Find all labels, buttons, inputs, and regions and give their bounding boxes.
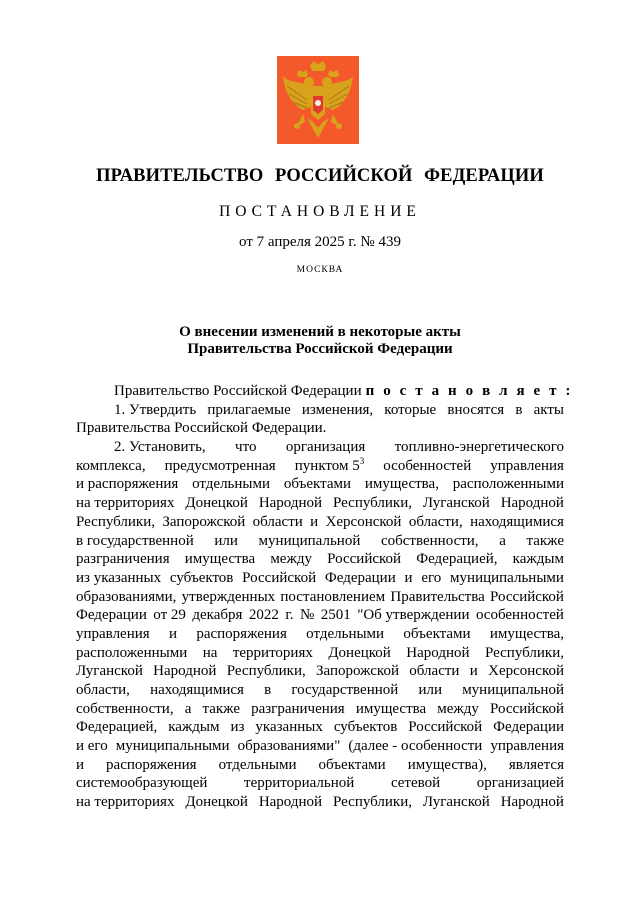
body-word: предусмотренная bbox=[164, 457, 276, 474]
body-word: Российской bbox=[327, 551, 402, 568]
body-word: Российской bbox=[408, 719, 483, 736]
body-word: имущества bbox=[355, 700, 427, 717]
body-word: Российской bbox=[490, 588, 564, 605]
body-line bbox=[76, 606, 564, 625]
body-word: и его bbox=[76, 738, 108, 755]
body-word: отдельными bbox=[306, 625, 385, 642]
body-line bbox=[76, 700, 564, 719]
body-word: и bbox=[469, 663, 478, 680]
body-word: и bbox=[168, 625, 178, 642]
body-word: (далее - особенности bbox=[348, 738, 483, 755]
body-word: находящимися bbox=[470, 513, 564, 530]
body-line bbox=[76, 457, 564, 476]
resolves-keyword: п о с т а н о в л я е т : bbox=[365, 383, 574, 399]
body-word: от 29 bbox=[153, 607, 186, 624]
body-word: также bbox=[202, 700, 240, 717]
body-word: Луганской bbox=[422, 794, 490, 811]
body-word: субъектов bbox=[169, 569, 234, 586]
body-word: сетевой bbox=[390, 775, 441, 792]
body-word: а bbox=[499, 532, 506, 549]
body-word: Народной bbox=[153, 663, 217, 680]
body-word: организация bbox=[285, 439, 366, 456]
body-word: Российской bbox=[242, 569, 317, 586]
body-word: Донецкой bbox=[328, 644, 391, 661]
body-line bbox=[76, 438, 564, 457]
body-word: Правительство Российской Федерации bbox=[114, 383, 362, 399]
document-date-number: от 7 апреля 2025 г. № 439 bbox=[239, 234, 401, 250]
body-word: и bbox=[76, 756, 85, 773]
body-word: комплекса, bbox=[76, 457, 146, 474]
body-line bbox=[76, 718, 564, 737]
body-word: 2022 bbox=[248, 607, 279, 624]
body-word: Правительства bbox=[390, 588, 485, 605]
body-word: Луганской bbox=[76, 663, 143, 680]
body-word: и bbox=[404, 569, 413, 586]
body-word: муниципальной bbox=[462, 682, 564, 698]
body-word: 2. Установить, bbox=[114, 439, 206, 456]
body-word: № bbox=[299, 607, 315, 624]
body-word: Федерацией, bbox=[416, 551, 498, 568]
body-word: Федерации bbox=[324, 569, 396, 586]
body-line bbox=[76, 382, 574, 401]
body-word: отдельными bbox=[218, 756, 297, 773]
body-word: 1. Утвердить bbox=[114, 401, 197, 418]
body-word: Правительства Российской Федерации. bbox=[76, 420, 327, 437]
body-word: государственной bbox=[291, 682, 399, 698]
body-word: Запорожской bbox=[316, 663, 399, 680]
body-word: или bbox=[418, 682, 443, 698]
body-line bbox=[76, 550, 564, 569]
body-word: муниципальными bbox=[450, 569, 564, 586]
body-word: а bbox=[184, 700, 192, 717]
body-word: на территориях bbox=[76, 495, 175, 512]
body-word: декабря bbox=[192, 607, 243, 624]
body-word: вносятся bbox=[447, 401, 505, 418]
body-word: Федерацией, bbox=[76, 719, 158, 736]
body-word: на территориях bbox=[76, 794, 175, 811]
body-word: распоряжения bbox=[106, 756, 197, 773]
body-word: прилагаемые bbox=[207, 401, 291, 418]
body-line bbox=[76, 513, 564, 532]
body-word: Херсонской bbox=[488, 663, 564, 680]
body-word: между bbox=[437, 700, 479, 717]
body-word: субъектов bbox=[333, 719, 398, 736]
body-line bbox=[76, 644, 564, 663]
body-word: топливно-энергетического bbox=[394, 439, 564, 456]
body-word: Народной bbox=[406, 644, 470, 661]
body-word: Республики, bbox=[226, 663, 306, 680]
body-line bbox=[76, 737, 564, 756]
body-word: области, bbox=[408, 513, 463, 530]
decree-subject bbox=[0, 324, 640, 358]
body-word: объектами bbox=[403, 625, 471, 642]
body-word: собственности, bbox=[76, 700, 174, 717]
body-word: управления bbox=[490, 738, 564, 755]
body-word: разграничения bbox=[251, 700, 345, 717]
body-word: собственности, bbox=[380, 532, 479, 549]
body-word: является bbox=[508, 756, 564, 773]
document-type: ПОСТАНОВЛЕНИЕ bbox=[219, 203, 421, 220]
body-word: Республики, bbox=[332, 794, 412, 811]
body-word: Народной bbox=[258, 495, 323, 512]
body-word: особенностей bbox=[475, 607, 564, 624]
body-word: в bbox=[264, 682, 272, 698]
body-word: расположенными bbox=[76, 644, 188, 661]
body-word: имущества, bbox=[489, 625, 564, 642]
body-word: каждым bbox=[512, 551, 564, 568]
body-word: г. bbox=[285, 607, 294, 624]
body-word: управления bbox=[490, 457, 564, 474]
body-word: Запорожской bbox=[162, 513, 246, 530]
body-word: особенностей bbox=[383, 457, 472, 474]
body-word: и bbox=[310, 513, 319, 530]
body-word: и распоряжения bbox=[76, 476, 179, 493]
body-word: утвержденных bbox=[181, 588, 276, 605]
body-word: Донецкой bbox=[185, 794, 248, 811]
body-word: находящимися bbox=[150, 682, 244, 698]
body-word: объектами bbox=[318, 756, 386, 773]
body-word: которые bbox=[384, 401, 437, 418]
government-title: ПРАВИТЕЛЬСТВО РОССИЙСКОЙ ФЕДЕРАЦИИ bbox=[96, 166, 544, 186]
body-line bbox=[76, 625, 564, 644]
subject-line-1: О внесении изменений в некоторые акты bbox=[179, 324, 461, 340]
body-word: в государственной bbox=[76, 532, 194, 549]
body-word: разграничения bbox=[76, 551, 170, 568]
body-word: территориях bbox=[232, 644, 313, 661]
body-line bbox=[76, 662, 564, 681]
body-word: территориальной bbox=[244, 775, 355, 792]
body-word: изменения, bbox=[301, 401, 374, 418]
body-word: между bbox=[270, 551, 312, 568]
body-word: указанных bbox=[255, 719, 323, 736]
body-word: Российской bbox=[490, 700, 564, 717]
body-word: Народной bbox=[500, 794, 564, 811]
body-line bbox=[76, 756, 564, 775]
body-word: из указанных bbox=[76, 569, 162, 586]
body-word: акты bbox=[533, 401, 564, 418]
body-word: или bbox=[214, 532, 238, 549]
body-word: в bbox=[515, 401, 523, 418]
body-word: 2501 bbox=[320, 607, 351, 624]
body-word: муниципальной bbox=[258, 532, 361, 549]
body-line bbox=[76, 494, 564, 513]
body-line bbox=[76, 588, 564, 607]
body-word: "Об утверждении bbox=[357, 607, 470, 624]
body-word: Федерации bbox=[493, 719, 564, 736]
body-line bbox=[76, 401, 564, 420]
subject-line-2: Правительства Российской Федерации bbox=[187, 341, 453, 357]
body-word: каждым bbox=[168, 719, 220, 736]
body-line bbox=[76, 569, 564, 588]
body-word: пунктом $5^3$ bbox=[294, 455, 365, 474]
body-word: что bbox=[235, 439, 257, 456]
body-word: отдельными bbox=[192, 476, 271, 493]
body-word: распоряжения bbox=[196, 625, 287, 642]
body-word: Донецкой bbox=[185, 495, 248, 512]
body-word: Федерации bbox=[76, 607, 147, 624]
body-word: муниципальными bbox=[115, 738, 230, 755]
body-word: расположенными bbox=[452, 476, 564, 493]
body-word: Республики, bbox=[484, 644, 564, 661]
decree-body bbox=[76, 382, 574, 812]
body-line bbox=[76, 419, 564, 438]
body-word: из bbox=[230, 719, 245, 736]
body-word: имущества, bbox=[364, 476, 439, 493]
body-word: образованиями" bbox=[237, 738, 341, 755]
body-word: Народной bbox=[258, 794, 323, 811]
body-word: Республики, bbox=[76, 513, 155, 530]
body-word: постановлением bbox=[280, 588, 386, 605]
body-word: Республики, bbox=[332, 495, 412, 512]
body-word: организацией bbox=[476, 775, 564, 792]
body-line bbox=[76, 681, 564, 700]
body-word: имущества bbox=[184, 551, 256, 568]
body-word: Луганской bbox=[422, 495, 490, 512]
body-word: Херсонской bbox=[325, 513, 402, 530]
body-word: Народной bbox=[500, 495, 564, 512]
body-word: также bbox=[526, 532, 564, 549]
body-line bbox=[76, 475, 564, 494]
body-line bbox=[76, 532, 564, 551]
body-word: управления bbox=[76, 625, 150, 642]
body-word: области, bbox=[76, 682, 130, 698]
body-line bbox=[76, 793, 564, 812]
body-word: системообразующей bbox=[76, 775, 208, 792]
body-word: его bbox=[421, 569, 442, 586]
body-word: на bbox=[202, 644, 218, 661]
footnote-superscript: 3 bbox=[359, 455, 365, 466]
body-word: имущества), bbox=[407, 756, 487, 773]
russian-coat-of-arms-icon bbox=[277, 56, 359, 144]
body-word: объектами bbox=[283, 476, 352, 493]
body-word: области bbox=[252, 513, 303, 530]
document-city: МОСКВА bbox=[296, 265, 344, 275]
body-word: области bbox=[409, 663, 460, 680]
body-line bbox=[76, 774, 564, 793]
body-word: образованиями, bbox=[76, 588, 177, 605]
